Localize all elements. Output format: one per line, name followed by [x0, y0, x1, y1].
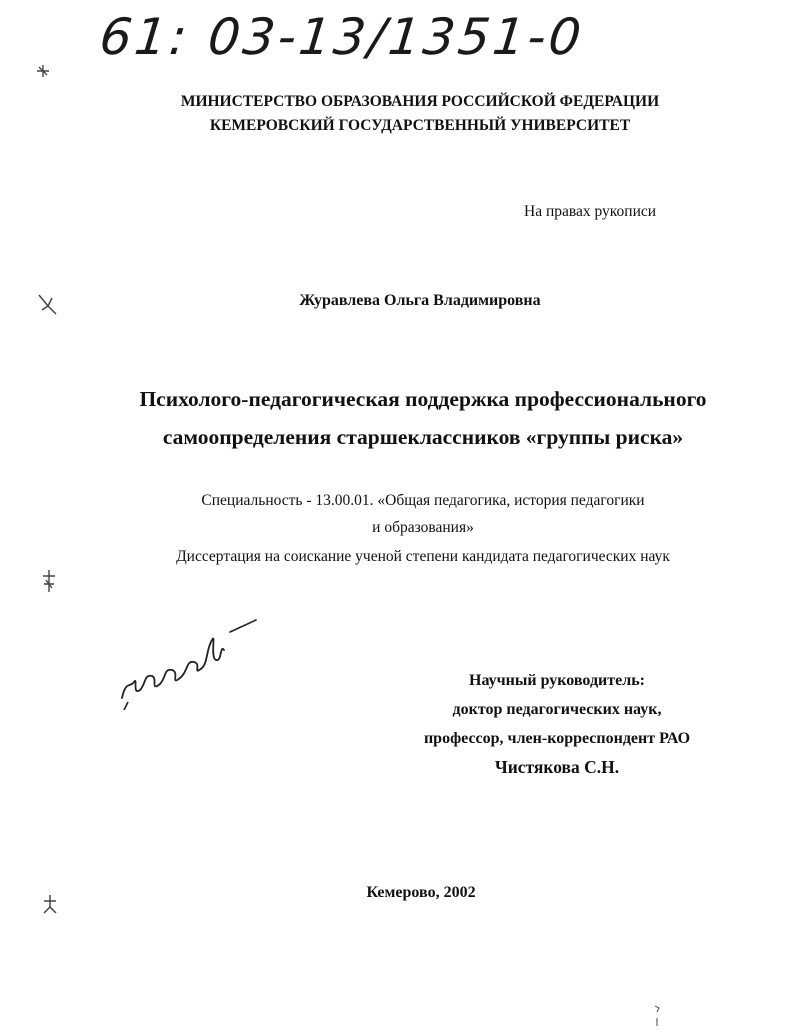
margin-mark [40, 893, 60, 915]
margin-mark [40, 568, 58, 594]
city-year: Кемерово, 2002 [366, 884, 476, 901]
supervisor-label: Научный руководитель: [469, 672, 645, 689]
speciality-line-1: Специальность - 13.00.01. «Общая педагогика, история педагогики [201, 492, 645, 509]
margin-mark [652, 1004, 662, 1028]
ministry-name: МИНИСТЕРСТВО ОБРАЗОВАНИЯ РОССИЙСКОЙ ФЕДЕРАЦИИ [180, 93, 660, 110]
supervisor-block [360, 666, 754, 782]
speciality [0, 487, 799, 541]
manuscript-note: На правах рукописи [524, 203, 657, 220]
dissertation-title [0, 380, 799, 456]
supervisor-name: Чистякова С.Н. [494, 757, 620, 777]
title-line-1: Психолого-педагогическая поддержка профессионального [139, 387, 707, 411]
speciality-line-2: и образования» [372, 519, 474, 536]
university-name: КЕМЕРОВСКИЙ ГОСУДАРСТВЕННЫЙ УНИВЕРСИТЕТ [209, 117, 631, 134]
supervisor-degree: доктор педагогических наук, [452, 701, 662, 718]
supervisor-position: профессор, член-корреспондент РАО [423, 730, 691, 747]
margin-mark [36, 292, 58, 316]
author-name: Журавлева Ольга Владимировна [299, 292, 541, 309]
dissertation-degree: Диссертация на соискание ученой степени кандидата педагогических наук [176, 548, 670, 565]
margin-mark [34, 62, 52, 80]
title-line-2: самоопределения старшеклассников «группы риска» [162, 425, 684, 449]
handwritten-signature [110, 610, 270, 710]
institution-header [0, 90, 799, 138]
archive-code-handwritten: 61: 03-13/1351-0 [96, 8, 587, 66]
